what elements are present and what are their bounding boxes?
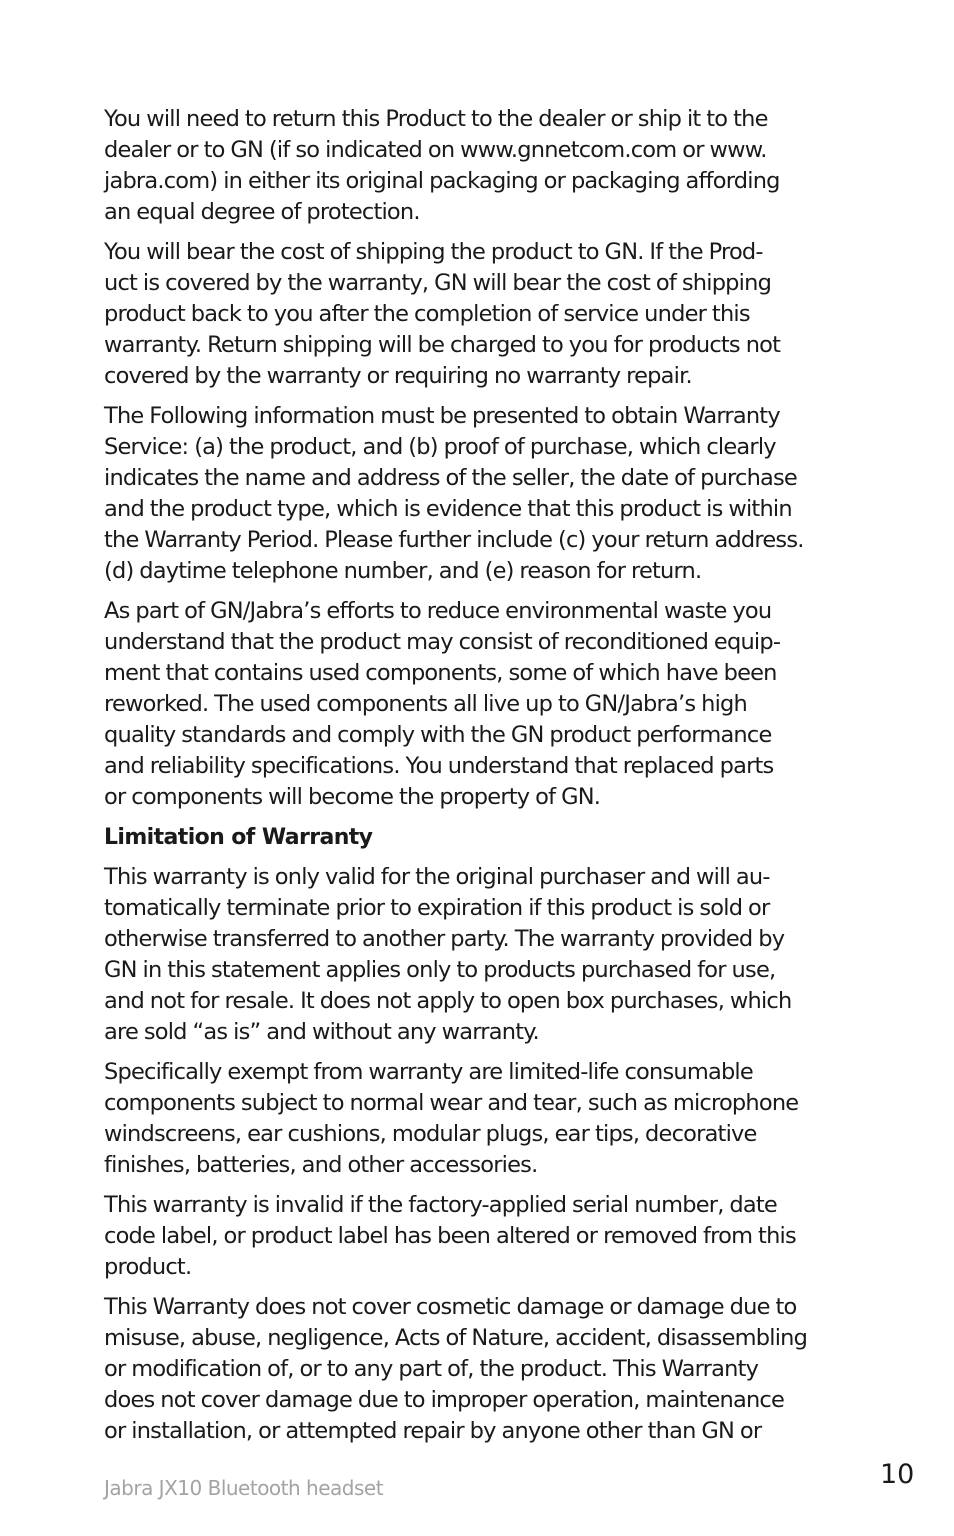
- text-line: This warranty is only valid for the original purchaser and will au-: [104, 864, 770, 890]
- text-line: an equal degree of protection.: [104, 199, 420, 225]
- text-line: warranty. Return shipping will be charged to you for products not: [104, 332, 781, 358]
- text-line: or modification of, or to any part of, the product. This Warranty: [104, 1356, 759, 1382]
- page-body: [104, 104, 856, 1456]
- text-line: code label, or product label has been altered or removed from this: [104, 1223, 796, 1249]
- text-line: misuse, abuse, negligence, Acts of Nature, accident, disassembling: [104, 1325, 808, 1351]
- paragraph-original-purchaser: [104, 862, 856, 1048]
- section-heading-limitation-of-warranty: Limitation of Warranty: [104, 825, 373, 850]
- text-line: product back to you after the completion of service under this: [104, 301, 750, 327]
- paragraph-serial-number: [104, 1190, 856, 1283]
- text-line: and not for resale. It does not apply to open box purchases, which: [104, 988, 792, 1014]
- paragraph-required-information: [104, 401, 856, 587]
- text-line: The Following information must be presented to obtain Warranty: [104, 403, 780, 429]
- text-line: windscreens, ear cushions, modular plugs, ear tips, decorative: [104, 1121, 757, 1147]
- text-line: or installation, or attempted repair by anyone other than GN or: [104, 1418, 762, 1444]
- text-line: product.: [104, 1254, 192, 1280]
- text-line: covered by the warranty or requiring no warranty repair.: [104, 363, 692, 389]
- text-line: You will bear the cost of shipping the product to GN. If the Prod-: [104, 239, 763, 265]
- text-line: GN in this statement applies only to products purchased for use,: [104, 957, 776, 983]
- text-line: ment that contains used components, some of which have been: [104, 660, 777, 686]
- text-line: This Warranty does not cover cosmetic damage or damage due to: [104, 1294, 797, 1320]
- text-line: the Warranty Period. Please further include (c) your return address.: [104, 527, 804, 553]
- text-line: are sold “as is” and without any warranty.: [104, 1019, 539, 1045]
- text-line: otherwise transferred to another party. The warranty provided by: [104, 926, 785, 952]
- text-line: components subject to normal wear and tear, such as microphone: [104, 1090, 799, 1116]
- paragraph-shipping-cost: [104, 237, 856, 392]
- footer-product-title: Jabra JX10 Bluetooth headset: [104, 1476, 384, 1500]
- text-line: indicates the name and address of the seller, the date of purchase: [104, 465, 797, 491]
- paragraph-consumable-exemptions: [104, 1057, 856, 1181]
- paragraph-reconditioned-equipment: [104, 596, 856, 813]
- page-number: 10: [880, 1459, 915, 1490]
- text-line: does not cover damage due to improper operation, maintenance: [104, 1387, 785, 1413]
- text-line: finishes, batteries, and other accessories.: [104, 1152, 538, 1178]
- text-line: (d) daytime telephone number, and (e) reason for return.: [104, 558, 702, 584]
- text-line: jabra.com) in either its original packaging or packaging affording: [104, 168, 780, 194]
- text-line: You will need to return this Product to the dealer or ship it to the: [104, 106, 768, 132]
- paragraph-cosmetic-damage: [104, 1292, 856, 1447]
- text-line: quality standards and comply with the GN product performance: [104, 722, 772, 748]
- text-line: and reliability specifications. You understand that replaced parts: [104, 753, 774, 779]
- text-line: As part of GN/Jabra’s efforts to reduce environmental waste you: [104, 598, 772, 624]
- text-line: This warranty is invalid if the factory-applied serial number, date: [104, 1192, 777, 1218]
- text-line: uct is covered by the warranty, GN will bear the cost of shipping: [104, 270, 772, 296]
- text-line: Specifically exempt from warranty are limited-life consumable: [104, 1059, 753, 1085]
- text-line: or components will become the property of GN.: [104, 784, 601, 810]
- text-line: understand that the product may consist of reconditioned equip-: [104, 629, 781, 655]
- text-line: tomatically terminate prior to expiration if this product is sold or: [104, 895, 770, 921]
- text-line: reworked. The used components all live up to GN/Jabra’s high: [104, 691, 747, 717]
- text-line: and the product type, which is evidence that this product is within: [104, 496, 792, 522]
- paragraph-return-shipping: [104, 104, 856, 228]
- text-line: dealer or to GN (if so indicated on www.gnnetcom.com or www.: [104, 137, 767, 163]
- text-line: Service: (a) the product, and (b) proof of purchase, which clearly: [104, 434, 776, 460]
